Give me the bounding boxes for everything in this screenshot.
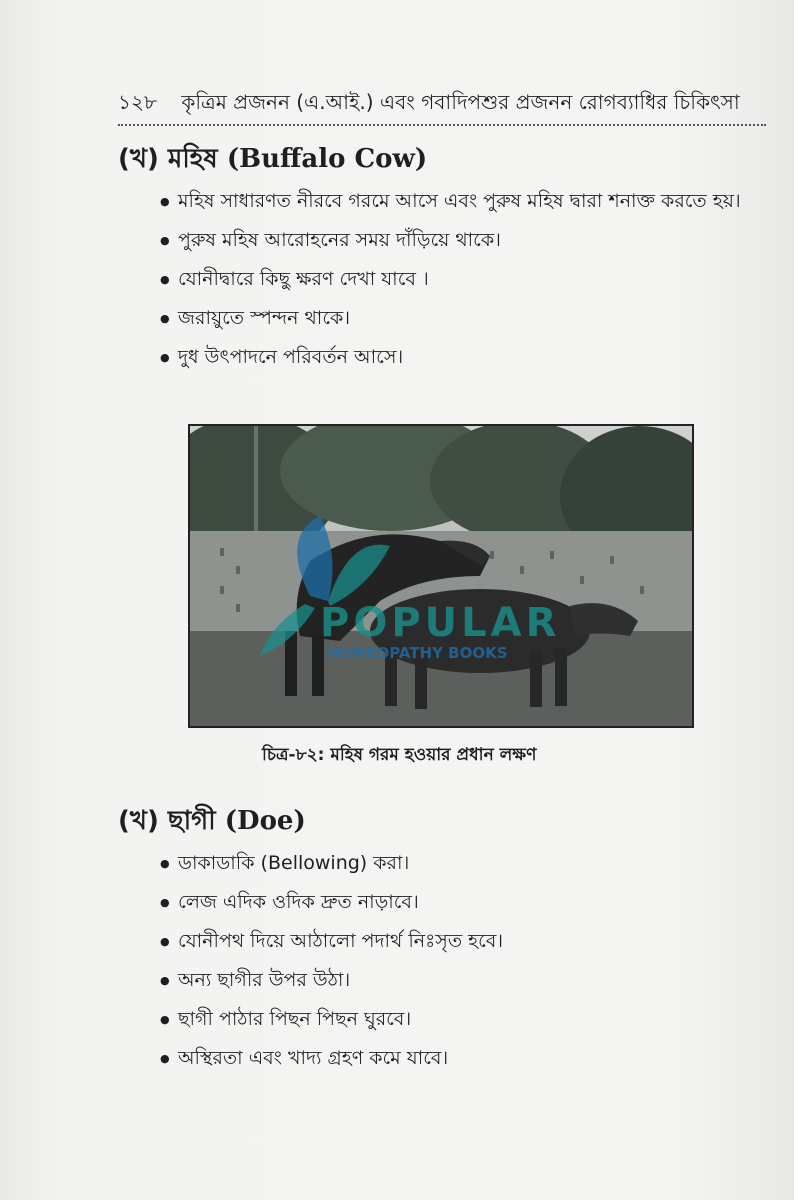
header-dotted-rule — [118, 124, 766, 126]
watermark-subtitle: HOMEOPATHY BOOKS — [326, 644, 508, 662]
running-title: কৃত্রিম প্রজনন (এ.আই.) এবং গবাদিপশুর প্রজনন রোগব্যাধির চিকিৎসা — [181, 90, 740, 114]
list-item: ● ডাকাডাকি (Bellowing) করা। — [166, 848, 776, 879]
buffalo-photo-illustration — [190, 426, 692, 726]
section-title-buffalo-bn: (খ) মহিষ — [118, 144, 218, 174]
list-item: ● যোনীদ্বারে কিছু ক্ষরণ দেখা যাবে । — [166, 264, 776, 295]
section-title-doe-en: (Doe) — [224, 806, 306, 836]
watermark-title: POPULAR — [320, 600, 561, 646]
section-title-buffalo — [118, 138, 427, 182]
figure-caption: চিত্র-৮২: মহিষ গরম হওয়ার প্রধান লক্ষণ — [262, 745, 537, 765]
list-item: ● জরায়ুতে স্পন্দন থাকে। — [166, 303, 776, 334]
list-item: ● যোনীপথ দিয়ে আঠালো পদার্থ নিঃসৃত হবে। — [166, 926, 776, 957]
list-item: ● ছাগী পাঠার পিছন পিছন ঘুরবে। — [166, 1004, 776, 1035]
list-item: ● পুরুষ মহিষ আরোহনের সময় দাঁড়িয়ে থাকে। — [166, 225, 776, 256]
section-title-buffalo-en: (Buffalo Cow) — [226, 144, 428, 174]
section-title-doe — [118, 800, 306, 844]
buffalo-sign-list — [166, 186, 776, 381]
page-number: ১২৮ — [118, 90, 157, 114]
section-title-doe-bn: (খ) ছাগী — [118, 806, 216, 836]
list-item: ● মহিষ সাধারণত নীরবে গরমে আসে এবং পুরুষ মহিষ দ্বারা শনাক্ত করতে হয়। — [166, 186, 776, 217]
list-item: ● লেজ এদিক ওদিক দ্রুত নাড়াবে। — [166, 887, 776, 918]
list-item: ● অন্য ছাগীর উপর উঠা। — [166, 965, 776, 996]
doe-sign-list — [166, 848, 776, 1082]
list-item: ● অস্থিরতা এবং খাদ্য গ্রহণ কমে যাবে। — [166, 1043, 776, 1074]
running-header — [118, 88, 768, 121]
list-item: ● দুধ উৎপাদনে পরিবর্তন আসে। — [166, 342, 776, 373]
buffalo-photo — [188, 424, 694, 728]
